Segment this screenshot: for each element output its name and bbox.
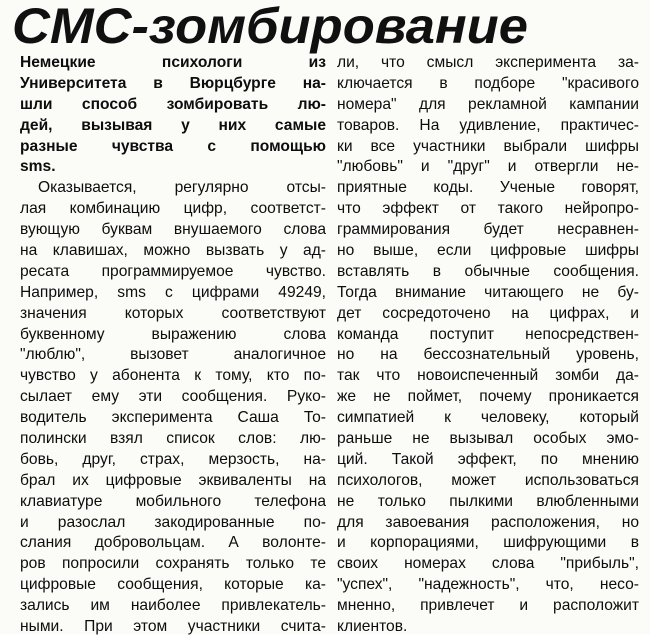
article-headline: СМС-зомбирование: [12, 0, 528, 54]
body-line: граммирования будет несравнен-: [337, 221, 639, 239]
body-line: "любовь" и "друг" и отвергли не-: [337, 158, 639, 176]
body-line: брал их цифровые эквиваленты на: [20, 471, 326, 489]
body-line: ли, что смысл эксперимента за-: [337, 54, 639, 71]
body-line: не только пылкими влюбленными: [337, 492, 639, 510]
body-line: мненно, привлечет и расположит: [337, 597, 639, 615]
body-line: ки все участники выбрали шифры: [337, 137, 639, 155]
body-paragraph: [20, 178, 326, 638]
body-line: но на бессознательный уровень,: [337, 346, 639, 364]
body-line: зались им наиболее привлекатель-: [20, 597, 326, 615]
body-line: ресата программируемое чувство.: [20, 262, 326, 280]
body-line: и разослал закодированные по-: [20, 513, 326, 531]
body-line: так что новоиспеченный зомби да-: [337, 367, 639, 385]
body-line: клиентов.: [337, 618, 408, 636]
body-line: номера" для рекламной кампании: [337, 95, 639, 113]
lead-line: Немецкие психологи из: [20, 54, 326, 71]
body-line: раньше не вызывал особых эмо-: [337, 430, 639, 448]
body-line: Тогда внимание читающего не бу-: [337, 283, 639, 301]
body-line: сылает ему эти сообщения. Руко-: [20, 388, 326, 406]
left-column: [20, 53, 326, 638]
body-line: слания добровольцам. А волонте-: [20, 534, 326, 552]
body-line: цифровые сообщения, которые ка-: [20, 576, 326, 594]
body-line: вставлять в обычные сообщения.: [337, 262, 639, 280]
body-line: чувство у абонента к тому, кто по-: [20, 367, 326, 385]
body-line: водитель эксперимента Саша То-: [20, 409, 326, 427]
body-line: товаров. На удивление, практичес-: [337, 116, 639, 134]
body-line: ключается в подборе "красивого: [337, 74, 639, 92]
lead-line: разные чувства с помощью: [20, 137, 326, 155]
body-line: приятные коды. Ученые говорят,: [337, 179, 639, 197]
body-line: команда поступит непосредствен-: [337, 325, 639, 343]
body-line: ными. При этом участники счита-: [20, 618, 326, 636]
body-line: Например, sms с цифрами 49249,: [20, 283, 326, 301]
body-line: "успех", "надежность", что, несо-: [337, 576, 639, 594]
right-column: [337, 53, 639, 638]
lead-line: дей, вызывая у них самые: [20, 116, 326, 134]
body-line: ров попросили сохранять только те: [20, 555, 326, 573]
body-line: бовь, друг, страх, мерзость, на-: [20, 450, 326, 468]
lead-line: sms.: [20, 158, 56, 176]
body-line: буквенному выражению слова: [20, 325, 326, 343]
body-line: клавиатуре мобильного телефона: [20, 492, 326, 510]
body-line: симпатией к человеку, который: [337, 409, 639, 427]
body-line: для завоевания расположения, но: [337, 513, 639, 531]
lead-line: Университета в Вюрцбурге на-: [20, 74, 326, 92]
body-line: лая комбинацию цифр, соответст-: [20, 200, 326, 218]
body-line: на клавишах, можно вызвать у ад-: [20, 242, 326, 260]
body-line: же не поймет, почему проникается: [337, 388, 639, 406]
body-line: вующую буквам внушаемого слова: [20, 221, 326, 239]
body-paragraph: [337, 53, 639, 638]
article-lead: [20, 53, 326, 178]
body-line: значения которых соответствуют: [20, 304, 326, 322]
body-line: дет сосредоточено на цифрах, и: [337, 304, 639, 322]
body-line: полински взял список слов: лю-: [20, 430, 326, 448]
body-line: Оказывается, регулярно отсы-: [38, 179, 326, 197]
body-line: что эффект от такого нейропро-: [337, 200, 639, 218]
body-line: но выше, если цифровые шифры: [337, 242, 639, 260]
body-line: ций. Такой эффект, по мнению: [337, 450, 639, 468]
body-line: "люблю", вызовет аналогичное: [20, 346, 326, 364]
body-line: и корпорациями, шифрующими в: [337, 534, 639, 552]
lead-line: шли способ зомбировать лю-: [20, 95, 326, 113]
body-line: своих номерах слова "прибыль",: [337, 555, 639, 573]
body-line: психологов, может использоваться: [337, 471, 639, 489]
